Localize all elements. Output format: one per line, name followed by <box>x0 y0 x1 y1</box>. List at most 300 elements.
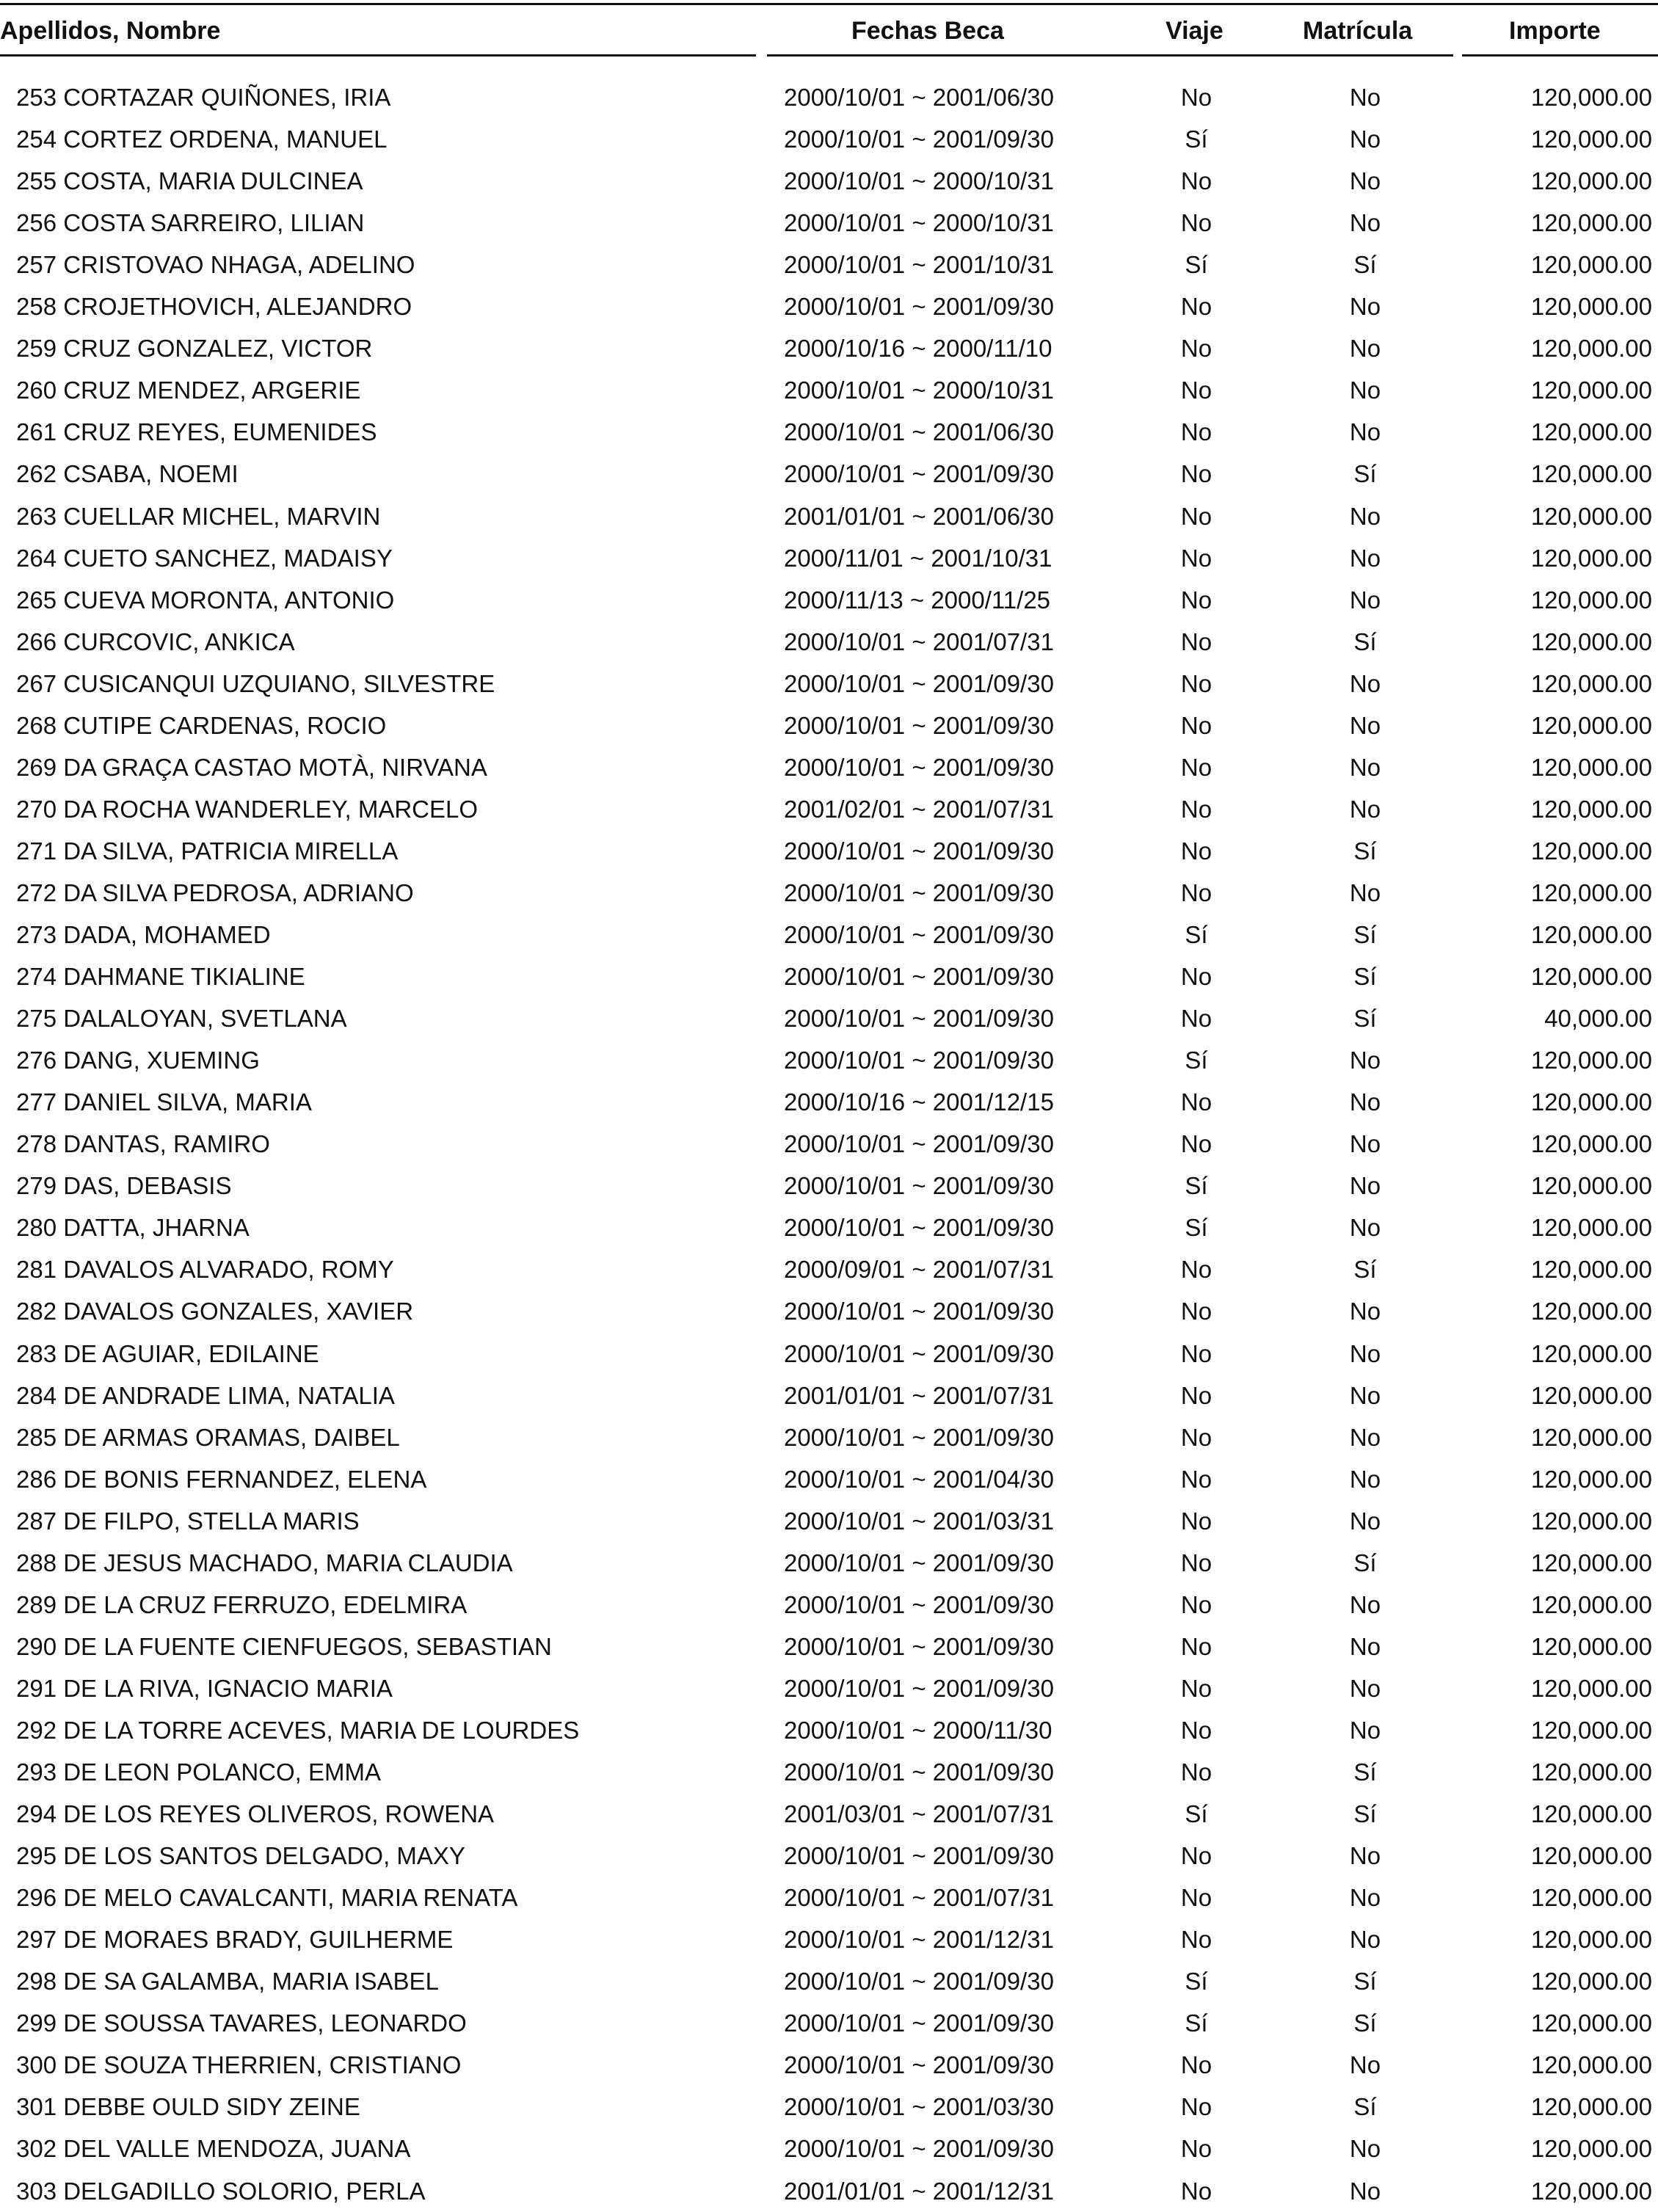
table-row <box>0 1165 1658 1207</box>
row-matricula: No <box>1349 1047 1381 1074</box>
row-name: 281 DAVALOS ALVARADO, ROMY <box>16 1256 394 1284</box>
row-matricula: No <box>1349 1298 1381 1325</box>
row-importe: 120,000.00 <box>1530 2009 1652 2037</box>
row-name: 289 DE LA CRUZ FERRUZO, EDELMIRA <box>16 1590 468 1618</box>
row-viaje: No <box>1180 1884 1212 1912</box>
table-row <box>0 746 1658 788</box>
row-fechas-beca: 2001/01/01 ~ 2001/06/30 <box>784 502 1054 530</box>
row-name: 256 COSTA SARREIRO, LILIAN <box>16 209 365 237</box>
row-matricula: No <box>1349 335 1381 363</box>
row-name: 265 CUEVA MORONTA, ANTONIO <box>16 586 395 614</box>
row-fechas-beca: 2000/10/16 ~ 2000/11/10 <box>784 335 1052 363</box>
row-matricula: No <box>1349 1423 1381 1451</box>
row-matricula: Sí <box>1353 963 1377 991</box>
header-importe: Importe <box>1509 17 1601 45</box>
row-matricula: Sí <box>1353 460 1377 488</box>
table-row <box>0 495 1658 537</box>
row-importe: 120,000.00 <box>1530 711 1652 739</box>
row-fechas-beca: 2000/10/01 ~ 2001/09/30 <box>784 2135 1054 2163</box>
row-name: 298 DE SA GALAMBA, MARIA ISABEL <box>16 1968 439 1995</box>
table-row <box>0 1626 1658 1667</box>
row-name: 270 DA ROCHA WANDERLEY, MARCELO <box>16 795 479 823</box>
row-matricula: No <box>1349 1214 1381 1242</box>
row-matricula: No <box>1349 1507 1381 1535</box>
header-name: Apellidos, Nombre <box>0 17 221 45</box>
row-matricula: No <box>1349 669 1381 697</box>
header-underline-name <box>0 54 756 57</box>
row-name: 295 DE LOS SANTOS DELGADO, MAXY <box>16 1842 465 1870</box>
row-importe: 120,000.00 <box>1530 1339 1652 1367</box>
table-row <box>0 2044 1658 2086</box>
row-name: 259 CRUZ GONZALEZ, VICTOR <box>16 335 373 363</box>
row-name: 293 DE LEON POLANCO, EMMA <box>16 1758 381 1786</box>
table-row <box>0 872 1658 914</box>
row-fechas-beca: 2000/10/01 ~ 2001/09/30 <box>784 1549 1054 1576</box>
row-importe: 120,000.00 <box>1530 1716 1652 1744</box>
row-matricula: Sí <box>1353 1800 1377 1828</box>
row-name: 272 DA SILVA PEDROSA, ADRIANO <box>16 878 414 906</box>
row-fechas-beca: 2000/11/13 ~ 2000/11/25 <box>784 586 1051 614</box>
row-fechas-beca: 2000/10/01 ~ 2001/09/30 <box>784 460 1054 488</box>
row-viaje: No <box>1180 795 1212 823</box>
row-name: 254 CORTEZ ORDENA, MANUEL <box>16 125 388 153</box>
row-importe: 120,000.00 <box>1530 502 1652 530</box>
row-matricula: Sí <box>1353 1758 1377 1786</box>
row-name: 297 DE MORAES BRADY, GUILHERME <box>16 1926 454 1954</box>
row-matricula: No <box>1349 711 1381 739</box>
table-row <box>0 1290 1658 1332</box>
row-importe: 120,000.00 <box>1530 1674 1652 1702</box>
row-importe: 120,000.00 <box>1530 1507 1652 1535</box>
top-rule <box>0 3 1658 5</box>
row-importe: 120,000.00 <box>1530 2177 1652 2205</box>
row-name: 301 DEBBE OULD SIDY ZEINE <box>16 2093 360 2121</box>
row-viaje: No <box>1180 1005 1212 1033</box>
row-matricula: No <box>1349 1674 1381 1702</box>
row-name: 292 DE LA TORRE ACEVES, MARIA DE LOURDES <box>16 1716 580 1744</box>
row-viaje: No <box>1180 376 1212 404</box>
row-matricula: No <box>1349 1172 1381 1200</box>
table-row <box>0 1123 1658 1165</box>
row-importe: 120,000.00 <box>1530 1381 1652 1409</box>
row-matricula: No <box>1349 1339 1381 1367</box>
table-row <box>0 1793 1658 1835</box>
row-fechas-beca: 2000/10/01 ~ 2001/09/30 <box>784 2009 1054 2037</box>
table-row <box>0 1081 1658 1123</box>
row-name: 291 DE LA RIVA, IGNACIO MARIA <box>16 1674 393 1702</box>
table-row <box>0 285 1658 327</box>
row-importe: 120,000.00 <box>1530 376 1652 404</box>
row-importe: 120,000.00 <box>1530 209 1652 237</box>
row-matricula: No <box>1349 209 1381 237</box>
row-viaje: No <box>1180 502 1212 530</box>
row-matricula: Sí <box>1353 1968 1377 1995</box>
row-fechas-beca: 2000/10/01 ~ 2001/07/31 <box>784 1884 1054 1912</box>
row-importe: 120,000.00 <box>1530 1172 1652 1200</box>
row-matricula: Sí <box>1353 251 1377 279</box>
row-matricula: Sí <box>1353 2093 1377 2121</box>
row-importe: 120,000.00 <box>1530 837 1652 865</box>
row-importe: 120,000.00 <box>1530 1130 1652 1158</box>
row-fechas-beca: 2000/10/01 ~ 2000/10/31 <box>784 167 1054 195</box>
row-name: 255 COSTA, MARIA DULCINEA <box>16 167 363 195</box>
table-row <box>0 2086 1658 2128</box>
row-viaje: No <box>1180 1256 1212 1284</box>
row-importe: 120,000.00 <box>1530 1590 1652 1618</box>
row-name: 283 DE AGUIAR, EDILAINE <box>16 1339 319 1367</box>
row-importe: 120,000.00 <box>1530 1800 1652 1828</box>
row-fechas-beca: 2000/10/01 ~ 2001/09/30 <box>784 125 1054 153</box>
table-row <box>0 1584 1658 1626</box>
row-importe: 120,000.00 <box>1530 1968 1652 1995</box>
row-name: 303 DELGADILLO SOLORIO, PERLA <box>16 2177 426 2205</box>
row-fechas-beca: 2000/10/01 ~ 2001/09/30 <box>784 1968 1054 1995</box>
row-importe: 120,000.00 <box>1530 2051 1652 2079</box>
row-name: 290 DE LA FUENTE CIENFUEGOS, SEBASTIAN <box>16 1632 552 1660</box>
row-fechas-beca: 2000/10/01 ~ 2001/09/30 <box>784 669 1054 697</box>
table-row <box>0 1333 1658 1375</box>
row-viaje: No <box>1180 1298 1212 1325</box>
row-importe: 120,000.00 <box>1530 753 1652 781</box>
header-matricula: Matrícula <box>1303 17 1413 45</box>
row-viaje: No <box>1180 669 1212 697</box>
row-name: 269 DA GRAÇA CASTAO MOTÀ, NIRVANA <box>16 753 487 781</box>
row-matricula: No <box>1349 795 1381 823</box>
row-viaje: No <box>1180 1465 1212 1493</box>
row-name: 257 CRISTOVAO NHAGA, ADELINO <box>16 251 415 279</box>
row-matricula: No <box>1349 2051 1381 2079</box>
table-row <box>0 1960 1658 2002</box>
table-row <box>0 705 1658 746</box>
row-viaje: Sí <box>1185 251 1208 279</box>
row-viaje: No <box>1180 293 1212 321</box>
row-name: 266 CURCOVIC, ANKICA <box>16 627 295 655</box>
row-matricula: No <box>1349 1590 1381 1618</box>
header-underline-matricula <box>1284 54 1453 57</box>
row-importe: 120,000.00 <box>1530 1256 1652 1284</box>
row-name: 294 DE LOS REYES OLIVEROS, ROWENA <box>16 1800 495 1828</box>
row-matricula: Sí <box>1353 1256 1377 1284</box>
row-viaje: No <box>1180 2135 1212 2163</box>
table-row <box>0 914 1658 956</box>
row-viaje: No <box>1180 1842 1212 1870</box>
table-row <box>0 1248 1658 1290</box>
row-viaje: No <box>1180 1130 1212 1158</box>
table-row <box>0 411 1658 453</box>
row-matricula: No <box>1349 293 1381 321</box>
row-importe: 120,000.00 <box>1530 1632 1652 1660</box>
row-fechas-beca: 2000/10/01 ~ 2001/03/30 <box>784 2093 1054 2121</box>
row-viaje: Sí <box>1185 1968 1208 1995</box>
row-fechas-beca: 2000/10/01 ~ 2001/09/30 <box>784 753 1054 781</box>
row-name: 279 DAS, DEBASIS <box>16 1172 232 1200</box>
table-row <box>0 202 1658 244</box>
row-fechas-beca: 2000/11/01 ~ 2001/10/31 <box>784 544 1052 572</box>
row-name: 285 DE ARMAS ORAMAS, DAIBEL <box>16 1423 400 1451</box>
row-fechas-beca: 2000/10/01 ~ 2001/07/31 <box>784 627 1054 655</box>
row-fechas-beca: 2000/10/01 ~ 2001/09/30 <box>784 2051 1054 2079</box>
row-matricula: No <box>1349 1632 1381 1660</box>
header-underline-fechas <box>767 54 1123 57</box>
row-fechas-beca: 2000/10/01 ~ 2001/09/30 <box>784 1632 1054 1660</box>
row-importe: 120,000.00 <box>1530 84 1652 111</box>
row-matricula: No <box>1349 418 1381 446</box>
row-viaje: No <box>1180 1088 1212 1116</box>
row-fechas-beca: 2000/10/01 ~ 2001/09/30 <box>784 293 1054 321</box>
row-name: 260 CRUZ MENDEZ, ARGERIE <box>16 376 361 404</box>
row-name: 278 DANTAS, RAMIRO <box>16 1130 270 1158</box>
row-matricula: No <box>1349 2177 1381 2205</box>
row-name: 302 DEL VALLE MENDOZA, JUANA <box>16 2135 411 2163</box>
table-row <box>0 788 1658 830</box>
row-name: 282 DAVALOS GONZALES, XAVIER <box>16 1298 414 1325</box>
row-importe: 120,000.00 <box>1530 1423 1652 1451</box>
row-fechas-beca: 2000/09/01 ~ 2001/07/31 <box>784 1256 1054 1284</box>
row-viaje: No <box>1180 1381 1212 1409</box>
row-name: 268 CUTIPE CARDENAS, ROCIO <box>16 711 387 739</box>
table-row <box>0 663 1658 705</box>
row-viaje: No <box>1180 335 1212 363</box>
row-importe: 120,000.00 <box>1530 2093 1652 2121</box>
row-fechas-beca: 2000/10/01 ~ 2001/09/30 <box>784 1214 1054 1242</box>
row-fechas-beca: 2001/01/01 ~ 2001/07/31 <box>784 1381 1054 1409</box>
row-importe: 120,000.00 <box>1530 1298 1652 1325</box>
row-matricula: No <box>1349 544 1381 572</box>
row-matricula: Sí <box>1353 921 1377 948</box>
table-row <box>0 537 1658 579</box>
row-fechas-beca: 2000/10/01 ~ 2001/09/30 <box>784 878 1054 906</box>
row-matricula: No <box>1349 1716 1381 1744</box>
row-importe: 120,000.00 <box>1530 125 1652 153</box>
row-viaje: No <box>1180 1674 1212 1702</box>
row-importe: 120,000.00 <box>1530 1549 1652 1576</box>
table-row <box>0 369 1658 411</box>
header-underline-importe <box>1462 54 1658 57</box>
row-viaje: No <box>1180 1590 1212 1618</box>
row-name: 274 DAHMANE TIKIALINE <box>16 963 305 991</box>
row-viaje: No <box>1180 84 1212 111</box>
row-importe: 120,000.00 <box>1530 251 1652 279</box>
table-row <box>0 160 1658 202</box>
row-fechas-beca: 2000/10/01 ~ 2000/11/30 <box>784 1716 1052 1744</box>
row-fechas-beca: 2000/10/01 ~ 2001/09/30 <box>784 1423 1054 1451</box>
row-matricula: No <box>1349 1884 1381 1912</box>
row-fechas-beca: 2001/02/01 ~ 2001/07/31 <box>784 795 1054 823</box>
table-row <box>0 76 1658 118</box>
row-importe: 120,000.00 <box>1530 460 1652 488</box>
row-fechas-beca: 2000/10/01 ~ 2001/09/30 <box>784 1172 1054 1200</box>
row-viaje: No <box>1180 167 1212 195</box>
table-row <box>0 453 1658 495</box>
row-viaje: No <box>1180 586 1212 614</box>
row-viaje: No <box>1180 2051 1212 2079</box>
row-importe: 120,000.00 <box>1530 418 1652 446</box>
row-name: 258 CROJETHOVICH, ALEJANDRO <box>16 293 412 321</box>
row-importe: 120,000.00 <box>1530 544 1652 572</box>
row-name: 299 DE SOUSSA TAVARES, LEONARDO <box>16 2009 467 2037</box>
row-viaje: No <box>1180 837 1212 865</box>
row-matricula: Sí <box>1353 837 1377 865</box>
row-matricula: Sí <box>1353 2009 1377 2037</box>
row-matricula: Sí <box>1353 1005 1377 1033</box>
table-row <box>0 1039 1658 1081</box>
row-name: 284 DE ANDRADE LIMA, NATALIA <box>16 1381 395 1409</box>
row-viaje: No <box>1180 1507 1212 1535</box>
row-matricula: Sí <box>1353 627 1377 655</box>
row-viaje: Sí <box>1185 1172 1208 1200</box>
row-importe: 120,000.00 <box>1530 878 1652 906</box>
row-viaje: Sí <box>1185 2009 1208 2037</box>
row-matricula: No <box>1349 1088 1381 1116</box>
table-row <box>0 2170 1658 2212</box>
row-viaje: Sí <box>1185 1214 1208 1242</box>
row-name: 276 DANG, XUEMING <box>16 1047 260 1074</box>
row-fechas-beca: 2000/10/01 ~ 2001/09/30 <box>784 963 1054 991</box>
row-name: 296 DE MELO CAVALCANTI, MARIA RENATA <box>16 1884 518 1912</box>
row-matricula: Sí <box>1353 1549 1377 1576</box>
row-fechas-beca: 2000/10/01 ~ 2001/09/30 <box>784 1047 1054 1074</box>
row-matricula: No <box>1349 1926 1381 1954</box>
row-importe: 120,000.00 <box>1530 1758 1652 1786</box>
row-fechas-beca: 2000/10/01 ~ 2000/10/31 <box>784 209 1054 237</box>
row-viaje: No <box>1180 627 1212 655</box>
row-fechas-beca: 2000/10/01 ~ 2001/09/30 <box>784 1590 1054 1618</box>
row-fechas-beca: 2000/10/01 ~ 2001/09/30 <box>784 1130 1054 1158</box>
row-importe: 120,000.00 <box>1530 1842 1652 1870</box>
row-name: 253 CORTAZAR QUIÑONES, IRIA <box>16 84 391 111</box>
row-matricula: No <box>1349 2135 1381 2163</box>
row-viaje: No <box>1180 1423 1212 1451</box>
table-row <box>0 830 1658 872</box>
row-matricula: No <box>1349 167 1381 195</box>
row-viaje: No <box>1180 878 1212 906</box>
row-viaje: No <box>1180 1716 1212 1744</box>
row-importe: 120,000.00 <box>1530 2135 1652 2163</box>
row-matricula: No <box>1349 753 1381 781</box>
row-viaje: No <box>1180 1339 1212 1367</box>
table-row <box>0 1918 1658 1960</box>
table-row <box>0 244 1658 285</box>
row-fechas-beca: 2000/10/01 ~ 2001/03/31 <box>784 1507 1054 1535</box>
row-viaje: No <box>1180 209 1212 237</box>
row-name: 286 DE BONIS FERNANDEZ, ELENA <box>16 1465 427 1493</box>
row-name: 264 CUETO SANCHEZ, MADAISY <box>16 544 393 572</box>
table-row <box>0 1375 1658 1416</box>
row-importe: 120,000.00 <box>1530 795 1652 823</box>
row-viaje: No <box>1180 1926 1212 1954</box>
row-importe: 120,000.00 <box>1530 627 1652 655</box>
row-fechas-beca: 2000/10/01 ~ 2001/09/30 <box>784 1758 1054 1786</box>
row-fechas-beca: 2000/10/01 ~ 2001/09/30 <box>784 711 1054 739</box>
table-row <box>0 1500 1658 1542</box>
row-viaje: Sí <box>1185 1800 1208 1828</box>
row-name: 287 DE FILPO, STELLA MARIS <box>16 1507 360 1535</box>
row-fechas-beca: 2000/10/01 ~ 2000/10/31 <box>784 376 1054 404</box>
header-underline-viaje <box>1123 54 1284 57</box>
row-name: 273 DADA, MOHAMED <box>16 921 271 948</box>
row-viaje: No <box>1180 460 1212 488</box>
row-matricula: No <box>1349 586 1381 614</box>
row-viaje: Sí <box>1185 125 1208 153</box>
table-row <box>0 1751 1658 1793</box>
row-name: 275 DALALOYAN, SVETLANA <box>16 1005 347 1033</box>
row-name: 261 CRUZ REYES, EUMENIDES <box>16 418 377 446</box>
row-name: 280 DATTA, JHARNA <box>16 1214 250 1242</box>
row-importe: 120,000.00 <box>1530 1214 1652 1242</box>
row-name: 263 CUELLAR MICHEL, MARVIN <box>16 502 381 530</box>
row-fechas-beca: 2000/10/01 ~ 2001/09/30 <box>784 1005 1054 1033</box>
table-row <box>0 997 1658 1039</box>
row-viaje: No <box>1180 2093 1212 2121</box>
row-importe: 120,000.00 <box>1530 1047 1652 1074</box>
row-matricula: No <box>1349 376 1381 404</box>
row-importe: 120,000.00 <box>1530 586 1652 614</box>
row-matricula: No <box>1349 878 1381 906</box>
row-importe: 120,000.00 <box>1530 669 1652 697</box>
row-fechas-beca: 2000/10/01 ~ 2001/06/30 <box>784 84 1054 111</box>
row-matricula: No <box>1349 1130 1381 1158</box>
row-name: 271 DA SILVA, PATRICIA MIRELLA <box>16 837 399 865</box>
row-importe: 120,000.00 <box>1530 1088 1652 1116</box>
table-row <box>0 579 1658 621</box>
table-row <box>0 1458 1658 1500</box>
table-row <box>0 2002 1658 2044</box>
header-viaje: Viaje <box>1166 17 1223 45</box>
table-row <box>0 1207 1658 1248</box>
table-row <box>0 1416 1658 1458</box>
row-viaje: No <box>1180 1549 1212 1576</box>
row-importe: 120,000.00 <box>1530 963 1652 991</box>
row-fechas-beca: 2001/01/01 ~ 2001/12/31 <box>784 2177 1054 2205</box>
row-fechas-beca: 2000/10/01 ~ 2001/04/30 <box>784 1465 1054 1493</box>
row-fechas-beca: 2000/10/01 ~ 2001/10/31 <box>784 251 1054 279</box>
row-matricula: No <box>1349 1465 1381 1493</box>
row-fechas-beca: 2000/10/01 ~ 2001/09/30 <box>784 921 1054 948</box>
table-row <box>0 327 1658 369</box>
row-matricula: No <box>1349 502 1381 530</box>
row-name: 277 DANIEL SILVA, MARIA <box>16 1088 312 1116</box>
row-importe: 120,000.00 <box>1530 167 1652 195</box>
row-name: 288 DE JESUS MACHADO, MARIA CLAUDIA <box>16 1549 513 1576</box>
table-row <box>0 118 1658 160</box>
row-fechas-beca: 2000/10/01 ~ 2001/09/30 <box>784 1674 1054 1702</box>
row-fechas-beca: 2000/10/01 ~ 2001/06/30 <box>784 418 1054 446</box>
table-row <box>0 1667 1658 1709</box>
row-fechas-beca: 2000/10/01 ~ 2001/09/30 <box>784 1339 1054 1367</box>
row-viaje: No <box>1180 963 1212 991</box>
row-viaje: No <box>1180 1632 1212 1660</box>
row-fechas-beca: 2000/10/01 ~ 2001/09/30 <box>784 1842 1054 1870</box>
row-viaje: No <box>1180 544 1212 572</box>
row-viaje: Sí <box>1185 1047 1208 1074</box>
row-name: 300 DE SOUZA THERRIEN, CRISTIANO <box>16 2051 462 2079</box>
table-row <box>0 1709 1658 1751</box>
row-name: 267 CUSICANQUI UZQUIANO, SILVESTRE <box>16 669 495 697</box>
table-row <box>0 621 1658 663</box>
row-viaje: No <box>1180 753 1212 781</box>
row-matricula: No <box>1349 1381 1381 1409</box>
row-importe: 120,000.00 <box>1530 1926 1652 1954</box>
table-row <box>0 956 1658 997</box>
row-importe: 120,000.00 <box>1530 335 1652 363</box>
row-viaje: No <box>1180 1758 1212 1786</box>
table-row <box>0 1877 1658 1918</box>
row-importe: 120,000.00 <box>1530 1465 1652 1493</box>
table-row <box>0 1835 1658 1877</box>
row-importe: 120,000.00 <box>1530 1884 1652 1912</box>
row-viaje: Sí <box>1185 921 1208 948</box>
row-viaje: No <box>1180 2177 1212 2205</box>
